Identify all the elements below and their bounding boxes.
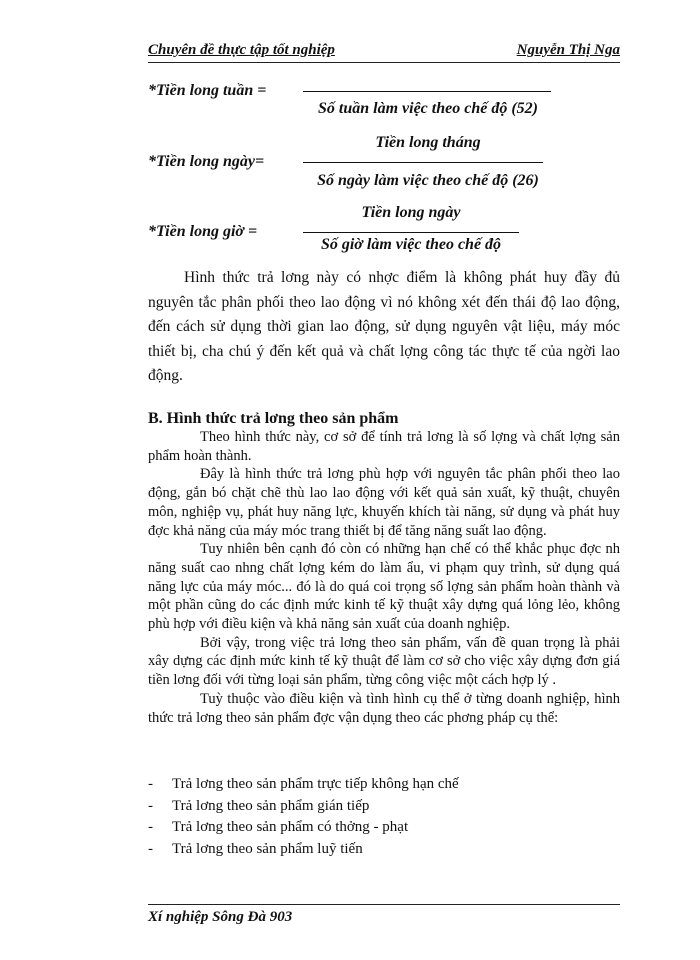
bullet-text: Trả lơng theo sản phẩm trực tiếp không hạn chế [172,776,459,792]
section-body [148,428,620,727]
list-item [148,841,620,863]
section-paragraph: Tuỳ thuộc vào điều kiện và tình hình cụ thể ở từng doanh nghiệp, hình thức trả lơng theo sản phẩm đợc vận dụng theo các phơng pháp cụ thể: [148,690,620,726]
list-item [148,776,620,798]
formula-denominator: Số giờ làm việc theo chế độ [320,236,502,253]
section-paragraph: Theo hình thức này, cơ sở để tính trả lơng là số lợng và chất lợng sản phẩm hoàn thành. [148,429,620,464]
header-author: Nguyễn Thị Nga [516,42,620,58]
section-heading: B. Hình thức trả lơng theo sản phẩm [148,410,399,427]
bullet-marker: - [148,841,153,858]
fraction-line [303,91,551,92]
section-paragraph: Bởi vậy, trong việc trả lơng theo sản phẩm, vấn đề quan trọng là phải xây dựng các định mức kinh tế kỹ thuật để làm cơ sở cho việc xây dựng đơn giá tiền lơng đối với từng loại sản phẩm, từng công việc một cách hợp lý . [148,634,620,689]
bullet-marker: - [148,776,153,792]
list-item [148,819,620,841]
bullet-text: Trả lơng theo sản phẩm có thởng - phạt [172,819,409,836]
formula-weekly-wage [148,82,628,142]
page-header [148,42,620,63]
formula-numerator: Tiền long ngày [361,204,461,221]
bullet-text: Trả lơng theo sản phẩm luỹ tiến [172,841,363,858]
header-title: Chuyên đề thực tập tốt nghiệp [148,42,335,58]
page-footer [148,904,620,925]
fraction-line [303,162,543,163]
bullet-marker: - [148,797,153,814]
bullet-text: Trả lơng theo sản phẩm gián tiếp [172,797,370,814]
formula-numerator: Tiền long tháng [375,134,481,151]
bullet-list [148,776,620,863]
section-paragraph: Tuy nhiên bên cạnh đó còn có những hạn chế có thể khắc phục đợc nh năng suất cao nhng chất lợng kém do làm ẩu, vi phạm quy trình, sử dụng quá năng lực của máy móc... đó là do quá coi trọng số lợng sản phẩm hoàn thành và một phần cũng do các định mức kinh tế kỹ thuật xây dựng quá lỏng lẻo, không phù hợp với điều kiện và khả năng sản xuất của doanh nghiệp. [148,541,620,633]
formula-label: *Tiền long giờ = [148,223,258,240]
section-paragraph: Đây là hình thức trả lơng phù hợp với nguyên tắc phân phối theo lao động, gắn bó chặt chẽ thù lao lao động với kết quả sản xuất, kỹ thuật, chuyên môn, nghiệp vụ, phát huy năng lực, khuyến khích tài năng, sử dụng và phát huy đợc khả năng của máy móc trang thiết bị để tăng năng suất lao động. [148,466,620,539]
footer-text: Xí nghiệp Sông Đà 903 [148,909,293,925]
paragraph-time-wage-drawback [148,266,620,389]
paragraph-text: Hình thức trả lơng này có nhợc điểm là không phát huy đầy đủ nguyên tắc phân phối theo lao động vì nó không xét đến thái độ lao động, đến cách sử dụng thời gian lao động, sử dụng nguyên vật liệu, máy móc thiết bị, cha chú ý đến kết quả và chất lợng công tác thực tế của ngời lao động. [148,269,620,384]
formula-denominator: Số ngày làm việc theo chế độ (26) [317,172,539,189]
fraction-line [303,232,519,233]
bullet-marker: - [148,819,153,836]
formula-label: *Tiền long ngày= [148,153,265,170]
formula-label: *Tiền long tuần = [148,82,267,99]
list-item [148,798,620,820]
formula-denominator: Số tuần làm việc theo chế độ (52) [318,100,538,117]
